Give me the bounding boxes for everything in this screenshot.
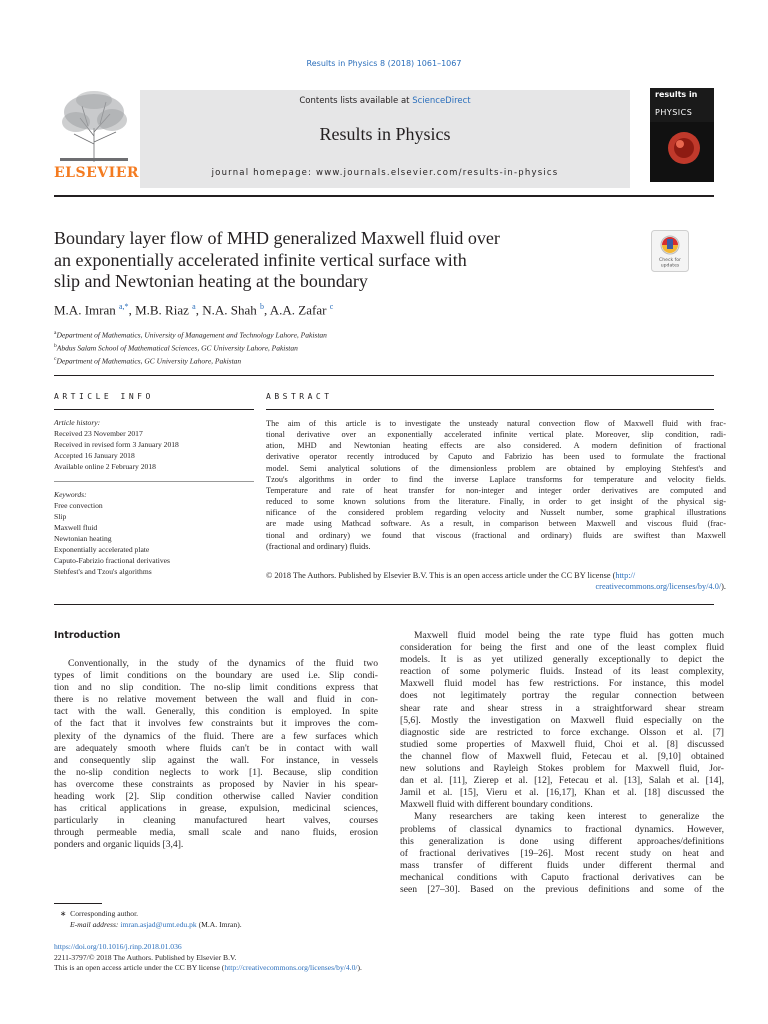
- email-link[interactable]: imran.asjad@umt.edu.pk: [120, 920, 197, 929]
- copyright-end: ).: [721, 582, 726, 592]
- sciencedirect-link[interactable]: ScienceDirect: [412, 96, 471, 106]
- body-line: mechanical conditions with Caputo fractional derivatives can be: [400, 871, 724, 883]
- history-label: Article history:: [54, 418, 101, 427]
- abstract-line: Tzou's algorithms in order to find the inverse Laplace transforms for temperature and velocity fields.: [266, 474, 726, 484]
- badge-line2: updates: [660, 263, 680, 269]
- license-link[interactable]: http://creativecommons.org/licenses/by/4.0/: [224, 963, 358, 972]
- body-line: dan et al. [11], Zierep et al. [12], Fetecau et al. [13], Salah et al. [14],: [400, 775, 724, 787]
- title-line: Boundary layer flow of MHD generalized Maxwell fluid over: [54, 228, 500, 248]
- body-line: models. It is as yet utilized generally exceptionally to depict the: [400, 654, 724, 666]
- body-line: consideration for being the first and one of the least complex fluid: [400, 642, 724, 654]
- body-line: new solutions and Rayleigh Stokes problem for Maxwell fluid, Jor-: [400, 763, 724, 775]
- license-line: [54, 963, 714, 974]
- abstract-line: (fractional and ordinary) fluids.: [266, 541, 371, 551]
- abstract-line: reduced to some known solutions from the literature. Finally, in order to get insight of the physical sig-: [266, 497, 726, 507]
- article-history: [54, 417, 254, 472]
- author-name: N.A. Shah: [202, 302, 257, 318]
- journal-citation[interactable]: Results in Physics 8 (2018) 1061–1067: [306, 59, 462, 68]
- email-name: (M.A. Imran).: [196, 920, 242, 929]
- affiliation-text: Department of Mathematics, University of Management and Technology Lahore, Pakistan: [56, 330, 327, 340]
- affiliation-text: Department of Mathematics, GC University Lahore, Pakistan: [56, 356, 242, 366]
- affiliation-marker: b: [54, 343, 57, 349]
- article-info-heading: ARTICLE INFO: [54, 392, 154, 401]
- keyword: Stehfest's and Tzou's algorithms: [54, 567, 152, 576]
- body-line: and consequently slip against the wall. For instance, in vessels: [54, 754, 378, 766]
- license-link[interactable]: creativecommons.org/licenses/by/4.0/: [595, 582, 722, 592]
- history-item: Received 23 November 2017: [54, 429, 143, 438]
- body-line: [5,6]. Mostly the investigation on Maxwell fluid especially on the: [400, 714, 724, 726]
- abstract-line: ation, MHD and Newtonian heating effects are also considered. A modern definition of fractional: [266, 441, 726, 451]
- body-line: the no-slip condition neglects to work [1]. Because, slip condition: [54, 766, 378, 778]
- author-affiliation-marker[interactable]: a,*: [119, 302, 129, 311]
- badge-line1: Check for: [659, 258, 681, 263]
- author-affiliation-marker[interactable]: a: [192, 302, 196, 311]
- body-line: heading work [2]. Slip condition otherwise called Navier condition: [54, 791, 378, 803]
- header-rule: [54, 195, 714, 197]
- body-line: there is no relative movement between the wall and fluid in con-: [54, 694, 378, 706]
- author-list: M.A. Imran $^{a,*}$, M.B. Riaz $^a$, N.A. Shah $^b$, A.A. Zafar $^c$: [54, 302, 334, 318]
- corresponding-author-footnote: [54, 908, 374, 930]
- body-line: plexity of the dynamics of the fluid. There are a few surfaces which: [54, 730, 378, 742]
- body-line: particularly in cleaning manufactured heart valves, courses: [54, 815, 378, 827]
- cover-title-line1: results in: [655, 90, 698, 99]
- abstract-line: The aim of this article is to investigate the unsteady natural convection flow of Maxwell fluid with frac-: [266, 419, 726, 428]
- affiliation: [54, 328, 327, 341]
- bottom-publication-info: [54, 942, 714, 974]
- article-info-rule: [54, 409, 254, 410]
- keywords-label: Keywords:: [54, 490, 87, 499]
- keyword: Exponentially accelerated plate: [54, 545, 150, 554]
- contents-prefix: Contents lists available at: [299, 96, 413, 106]
- abstract-line: tional and ordinary) we found that viscous (fractional and ordinary) fluids are swiftest than Maxwell: [266, 530, 726, 540]
- author-name: A.A. Zafar: [269, 302, 327, 318]
- body-line: Jamil et al. [15], Vieru et al. [16,17], Khan et al. [18] discussed the: [400, 787, 724, 799]
- body-line: shear rate and shear stress in a straightforward shear stream: [400, 702, 724, 714]
- abstract-rule: [266, 409, 714, 410]
- body-line: Many researchers are taking keen interest to generalize the: [414, 811, 724, 823]
- body-line: does not legitimately portray the regular connection between: [400, 690, 724, 702]
- body-line: ponders and organic liquids [3,4].: [54, 839, 184, 851]
- body-line: Conventionally, in the study of the dynamics of the fluid two: [68, 658, 378, 669]
- abstract-bottom-rule: [54, 604, 714, 605]
- body-line: the channel flow of Maxwell fluid, Fetecau et al. [9,10] obtained: [400, 750, 724, 762]
- body-column-right: [400, 630, 724, 896]
- body-line: diagnostic side are restricted to force exchange. Olsson et al. [7]: [400, 726, 724, 738]
- footnote-line: [54, 919, 374, 930]
- title-line: slip and Newtonian heating at the boundary: [54, 271, 368, 291]
- journal-name: Results in Physics: [319, 124, 451, 144]
- abstract-line: are made using Mathcad software. As a result, in comparison between Maxwell and viscous fluid (frac-: [266, 519, 726, 529]
- keyword: Newtonian heating: [54, 534, 112, 543]
- introduction-heading: Introduction: [54, 630, 121, 641]
- body-line: of the fact that it involves few constraints but it improves the com-: [54, 718, 378, 730]
- cover-title-line2: PHYSICS: [655, 108, 693, 117]
- author-affiliation-marker[interactable]: b: [259, 302, 264, 311]
- email-label: E-mail address:: [70, 920, 121, 929]
- section-rule: [54, 375, 714, 376]
- affiliation-text: Abdus Salam School of Mathematical Sciences, GC University Lahore, Pakistan: [56, 343, 298, 353]
- abstract-line: nificance of the considered problem regarding velocity and Nusselt number, some graphical illustrations: [266, 508, 726, 518]
- abstract-line: model. Semi analytical solutions of the dimensionless problem are obtained by employing Stehfest's and: [266, 463, 726, 473]
- title-line: an exponentially accelerated infinite vertical surface with: [54, 249, 467, 270]
- keyword: Slip: [54, 512, 67, 521]
- body-line: Maxwell fluid with different boundary conditions.: [400, 799, 593, 811]
- body-line: mass transfer of different fluids under different thermal and: [400, 859, 724, 871]
- body-line: has overcome these constraints as proposed by Navier in his spear-: [54, 778, 378, 790]
- elsevier-wordmark: ELSEVIER: [54, 165, 140, 181]
- copyright-text: © 2018 The Authors. Published by Elsevier B.V. This is an open access article under the CC BY license (: [266, 571, 616, 580]
- keyword: Free convection: [54, 501, 103, 510]
- body-line: studied some properties of Maxwell fluid, Choi et al. [8] discussed: [400, 738, 724, 750]
- journal-homepage[interactable]: journal homepage: www.journals.elsevier.com/results-in-physics: [211, 168, 559, 178]
- elsevier-tree-logo: [54, 88, 140, 182]
- check-for-updates-badge[interactable]: [651, 230, 689, 272]
- license-suffix: ).: [357, 963, 362, 972]
- body-line: types of limit conditions on the boundary are used i.e. Slip condi-: [54, 670, 378, 682]
- body-line: has critical applications in grease, expulsion, medicinal sciences,: [54, 803, 378, 815]
- footnote-line: ∗ Corresponding author.: [60, 909, 139, 918]
- abstract-body: [266, 418, 726, 552]
- doi-link[interactable]: https://doi.org/10.1016/j.rinp.2018.01.036: [54, 942, 182, 951]
- footnote-rule: [54, 903, 102, 904]
- article-info-divider: [54, 481, 254, 482]
- body-line: tion and no slip condition. The no-slip limit conditions express that: [54, 682, 378, 694]
- journal-header-band: [140, 90, 630, 188]
- affiliation: [54, 341, 327, 354]
- body-line: seen [27–30]. Based on the previous definitions and some of the: [400, 883, 724, 895]
- abstract-line: derivative operator recently introduced by Caputo and Fabrizio has been used to formulate the fractional: [266, 452, 726, 462]
- cover-artwork: [650, 122, 714, 182]
- journal-cover-thumbnail: [650, 88, 714, 182]
- author-name: M.A. Imran: [54, 302, 116, 318]
- body-line: Maxwell fluid model being the rate type fluid has gotten much: [414, 630, 724, 641]
- abstract-line: Temperature and rate of heat transfer for non-integer and integer order derivatives are computed and: [266, 485, 726, 495]
- body-line: reaction of some polymeric fluids. Instead of its least complexity,: [400, 666, 724, 678]
- keyword: Caputo-Fabrizio fractional derivatives: [54, 556, 170, 565]
- masthead: [54, 88, 714, 192]
- history-item: Available online 2 February 2018: [54, 462, 156, 471]
- author-affiliation-marker[interactable]: c: [329, 302, 334, 311]
- body-line: are adequately smooth where fluids can't be in contact with wall: [54, 742, 378, 754]
- history-item: Received in revised form 3 January 2018: [54, 440, 179, 449]
- affiliation: [54, 354, 327, 367]
- body-line: through permeable media, small scale and nano fluids, erosion: [54, 827, 378, 839]
- license-link[interactable]: http://: [615, 571, 636, 580]
- affiliation-marker: c: [54, 356, 57, 362]
- issn-line: 2211-3797/© 2018 The Authors. Published by Elsevier B.V.: [54, 952, 237, 962]
- license-prefix: This is an open access article under the CC BY license (: [54, 963, 225, 972]
- body-line: this generalization is done using different approaches/definitions: [400, 835, 724, 847]
- contents-line: [140, 96, 630, 106]
- keyword: Maxwell fluid: [54, 523, 98, 532]
- body-line: of fractional derivatives [19–26]. Most recent study on heat and: [400, 847, 724, 859]
- affiliations: [54, 328, 327, 367]
- corresponding-label: Corresponding author.: [70, 909, 139, 918]
- abstract-line: tional derivative over an exponentially accelerated infinite vertical plate. Moreover, slip condition, radi-: [266, 430, 726, 440]
- author-name: M.B. Riaz: [135, 302, 189, 318]
- abstract-copyright: [266, 570, 726, 592]
- affiliation-marker: a: [54, 330, 57, 336]
- article-title: [54, 228, 614, 293]
- history-item: Accepted 16 January 2018: [54, 451, 135, 460]
- abstract-heading: ABSTRACT: [266, 392, 333, 401]
- keywords: [54, 489, 254, 577]
- body-line: problems of classical dynamics to fractional dynamics. However,: [400, 823, 724, 835]
- body-line: tact with the wall. Generally, this condition is employed. In spite: [54, 706, 378, 718]
- body-line: Maxwell fluid model has few restrictions. For instance, this model: [400, 678, 724, 690]
- body-column-left: [54, 658, 378, 852]
